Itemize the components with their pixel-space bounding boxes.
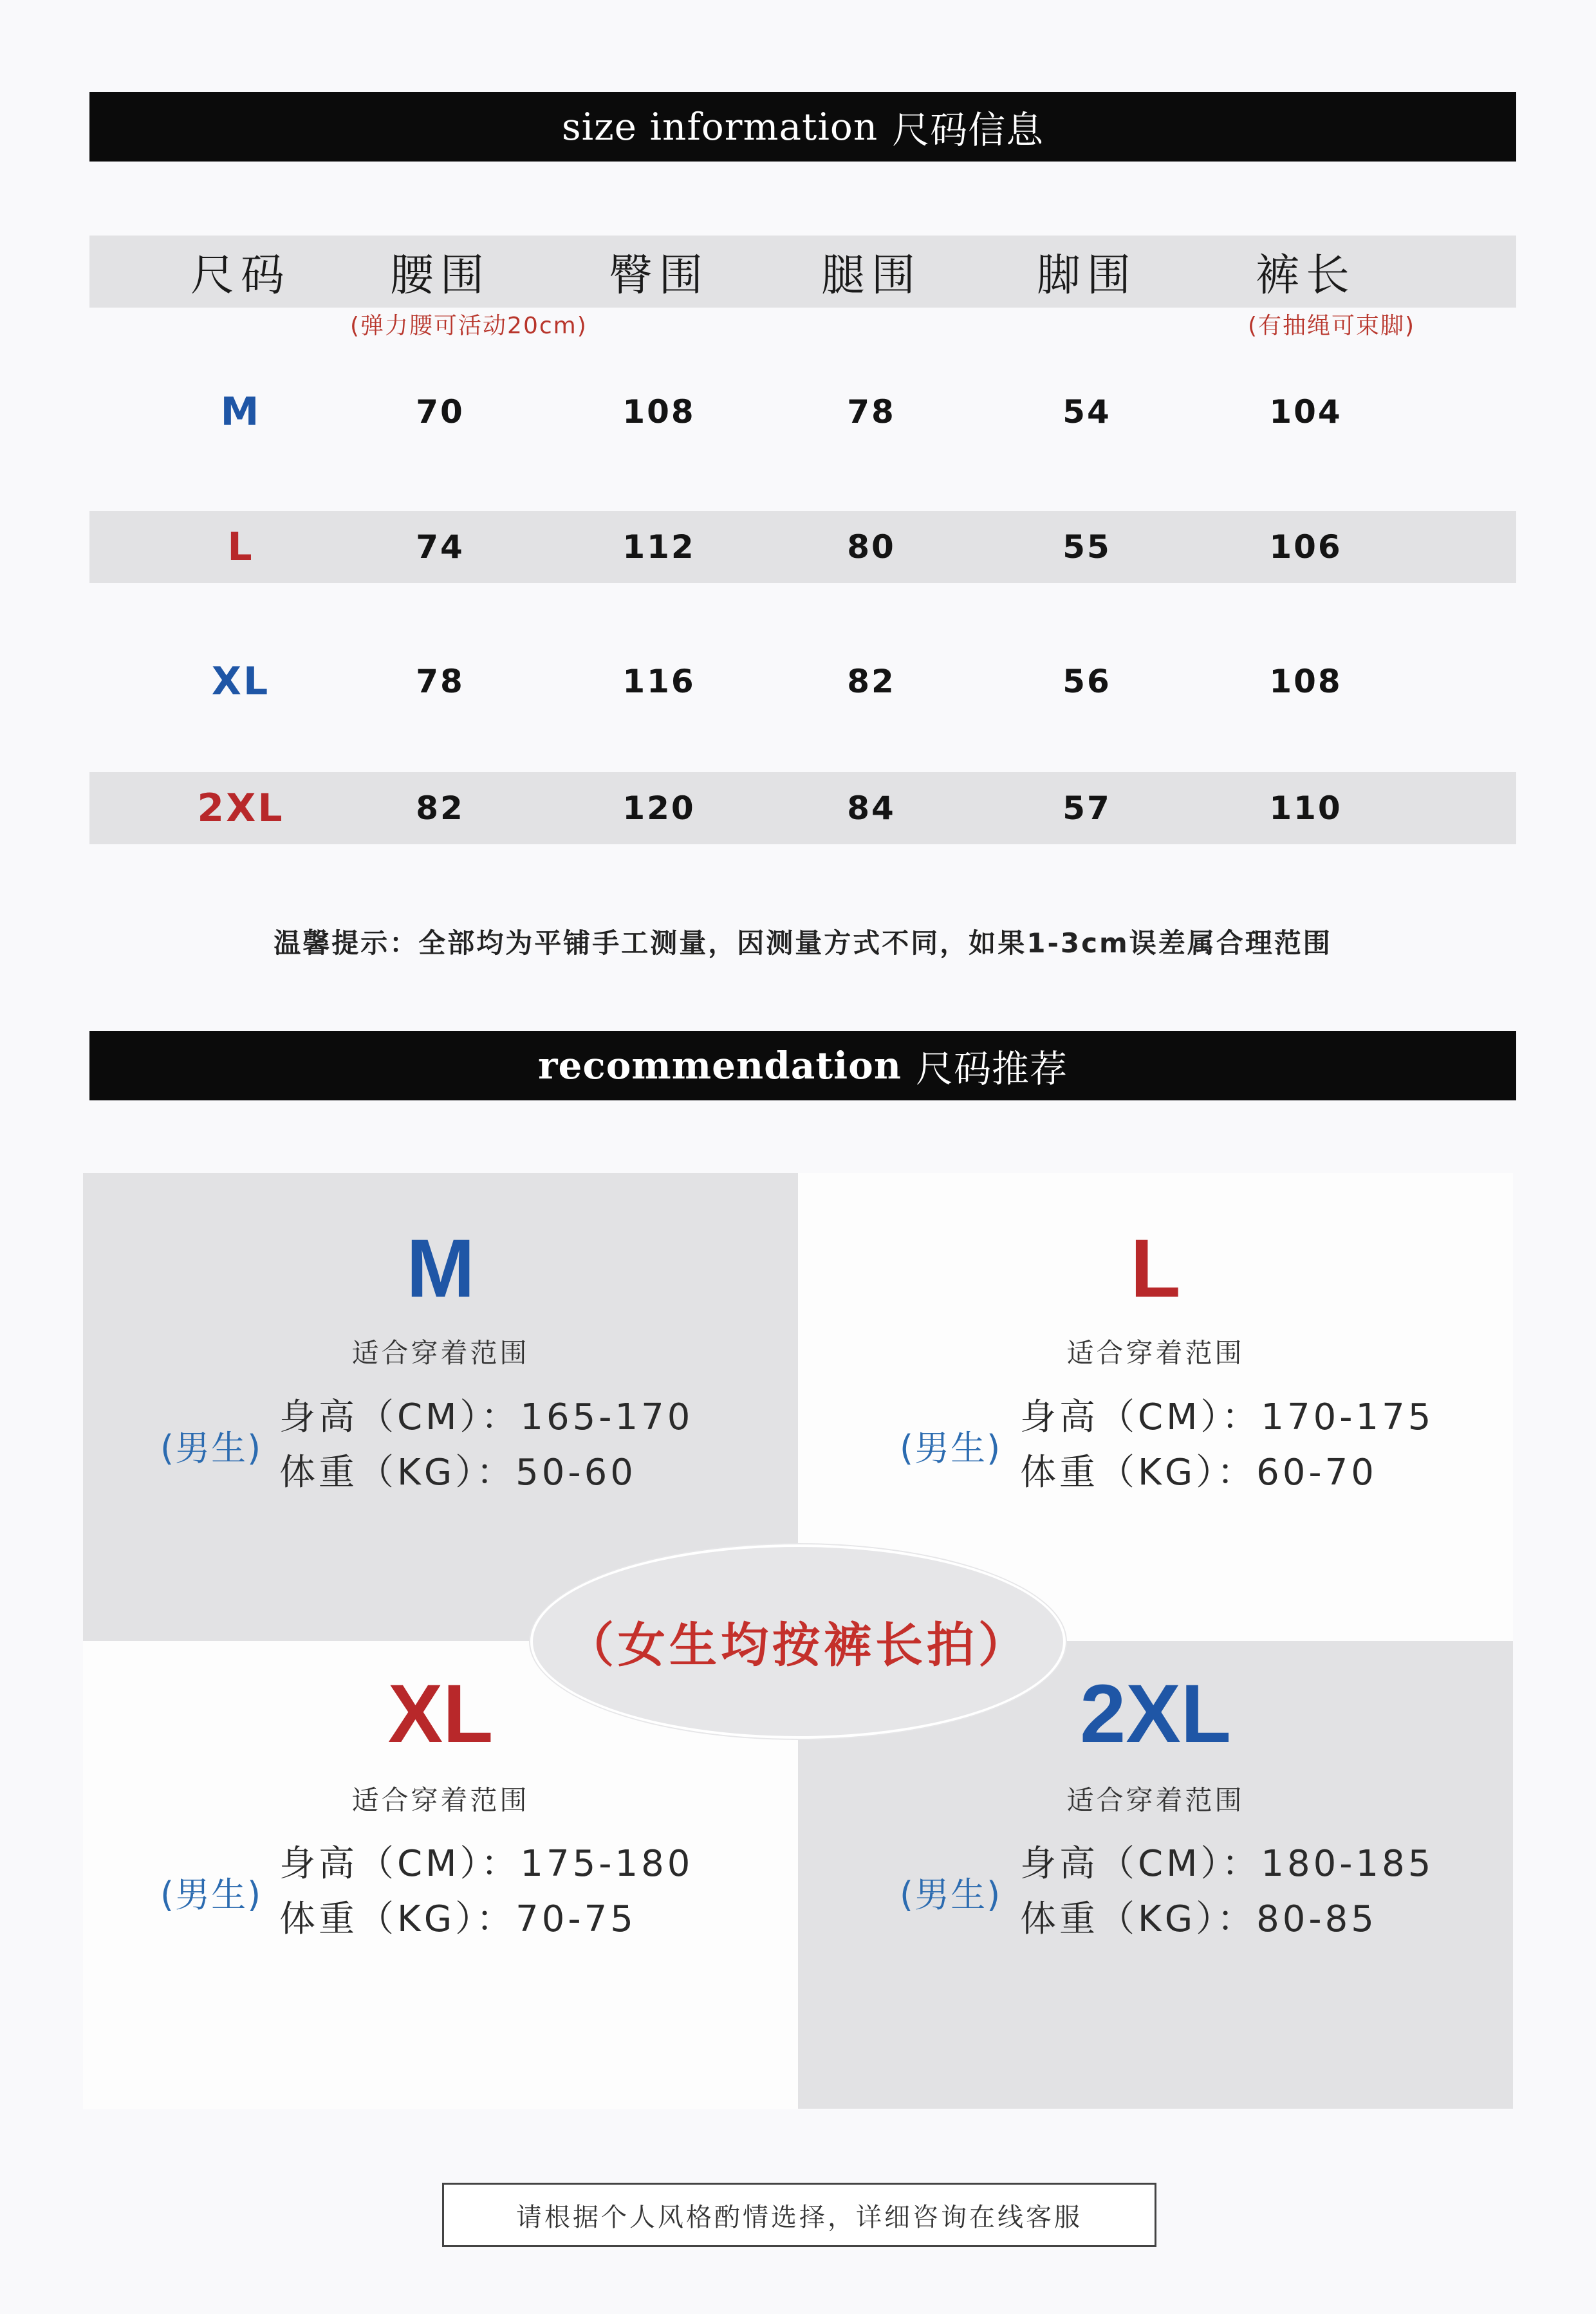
weight-range: 体重（KG）：50-60 bbox=[279, 1452, 636, 1494]
weight-range: 体重（KG）：60-70 bbox=[1020, 1452, 1377, 1494]
banner-title-en: recommendation bbox=[537, 1044, 902, 1088]
hip-value: 120 bbox=[622, 790, 696, 827]
length-note: (有抽绳可束脚) bbox=[1248, 313, 1416, 339]
thigh-value: 82 bbox=[847, 662, 896, 700]
ankle-value: 56 bbox=[1062, 662, 1111, 700]
banner-title-cn: 尺码推荐 bbox=[916, 1047, 1068, 1091]
header-hip: 臀围 bbox=[608, 250, 709, 301]
table-row bbox=[89, 641, 1516, 721]
size-label: 2XL bbox=[197, 786, 284, 831]
gender-label: (男生) bbox=[900, 1874, 1002, 1915]
hip-value: 116 bbox=[622, 662, 696, 700]
size-label: M bbox=[220, 389, 261, 434]
thigh-value: 80 bbox=[847, 528, 896, 566]
height-range: 身高（CM）：175-180 bbox=[279, 1843, 694, 1885]
height-range: 身高（CM）：170-175 bbox=[1020, 1396, 1434, 1438]
thigh-value: 84 bbox=[847, 790, 896, 827]
waist-value: 70 bbox=[416, 393, 465, 430]
banner-title-cn: 尺码信息 bbox=[892, 108, 1044, 152]
fit-range-label: 适合穿着范围 bbox=[351, 1784, 530, 1816]
header-thigh: 腿围 bbox=[821, 250, 922, 301]
waist-value: 82 bbox=[416, 790, 465, 827]
table-row bbox=[89, 373, 1516, 450]
size-label: L bbox=[227, 524, 254, 569]
waist-value: 74 bbox=[416, 528, 465, 566]
weight-range: 体重（KG）：70-75 bbox=[279, 1898, 636, 1940]
hip-value: 112 bbox=[622, 528, 696, 566]
recommended-size: L bbox=[1130, 1223, 1181, 1315]
height-range: 身高（CM）：165-170 bbox=[279, 1396, 694, 1438]
header-ankle: 脚围 bbox=[1036, 250, 1137, 301]
header-size: 尺码 bbox=[190, 250, 291, 301]
waist-note: (弹力腰可活动20cm) bbox=[350, 313, 588, 339]
length-value: 106 bbox=[1269, 528, 1342, 566]
table-row bbox=[89, 511, 1516, 583]
fit-range-label: 适合穿着范围 bbox=[1066, 1337, 1245, 1369]
length-value: 110 bbox=[1269, 790, 1342, 827]
recommendation-banner bbox=[89, 1031, 1516, 1100]
ankle-value: 57 bbox=[1062, 790, 1111, 827]
length-value: 108 bbox=[1269, 662, 1342, 700]
women-size-note bbox=[530, 1544, 1066, 1739]
size-table-header bbox=[89, 236, 1516, 308]
banner-title-en: size information bbox=[561, 105, 878, 149]
header-waist: 腰围 bbox=[389, 250, 490, 301]
recommended-size: XL bbox=[387, 1668, 494, 1760]
table-row bbox=[89, 772, 1516, 844]
gender-label: (男生) bbox=[160, 1874, 263, 1915]
height-range: 身高（CM）：180-185 bbox=[1020, 1843, 1434, 1885]
fit-range-label: 适合穿着范围 bbox=[351, 1337, 530, 1369]
recommended-size: 2XL bbox=[1080, 1668, 1231, 1760]
ankle-value: 54 bbox=[1062, 393, 1111, 430]
ankle-value: 55 bbox=[1062, 528, 1111, 566]
gender-label: (男生) bbox=[900, 1428, 1002, 1468]
gender-label: (男生) bbox=[160, 1428, 263, 1468]
weight-range: 体重（KG）：80-85 bbox=[1020, 1898, 1377, 1940]
thigh-value: 78 bbox=[847, 393, 896, 430]
size-label: XL bbox=[211, 658, 270, 704]
consult-note-text: 请根据个人风格酌情选择，详细咨询在线客服 bbox=[516, 2202, 1082, 2232]
header-length: 裤长 bbox=[1255, 250, 1356, 301]
recommended-size: M bbox=[406, 1223, 475, 1315]
header-notes bbox=[89, 308, 1516, 353]
consult-note-box bbox=[442, 2183, 1156, 2247]
women-size-note-text: （女生均按裤长拍） bbox=[566, 1618, 1030, 1673]
length-value: 104 bbox=[1269, 393, 1342, 430]
hip-value: 108 bbox=[622, 393, 696, 430]
fit-range-label: 适合穿着范围 bbox=[1066, 1784, 1245, 1816]
waist-value: 78 bbox=[416, 662, 465, 700]
size-information-banner bbox=[89, 92, 1516, 162]
measurement-tip: 温馨提示：全部均为平铺手工测量，因测量方式不同，如果1-3cm误差属合理范围 bbox=[274, 927, 1332, 959]
